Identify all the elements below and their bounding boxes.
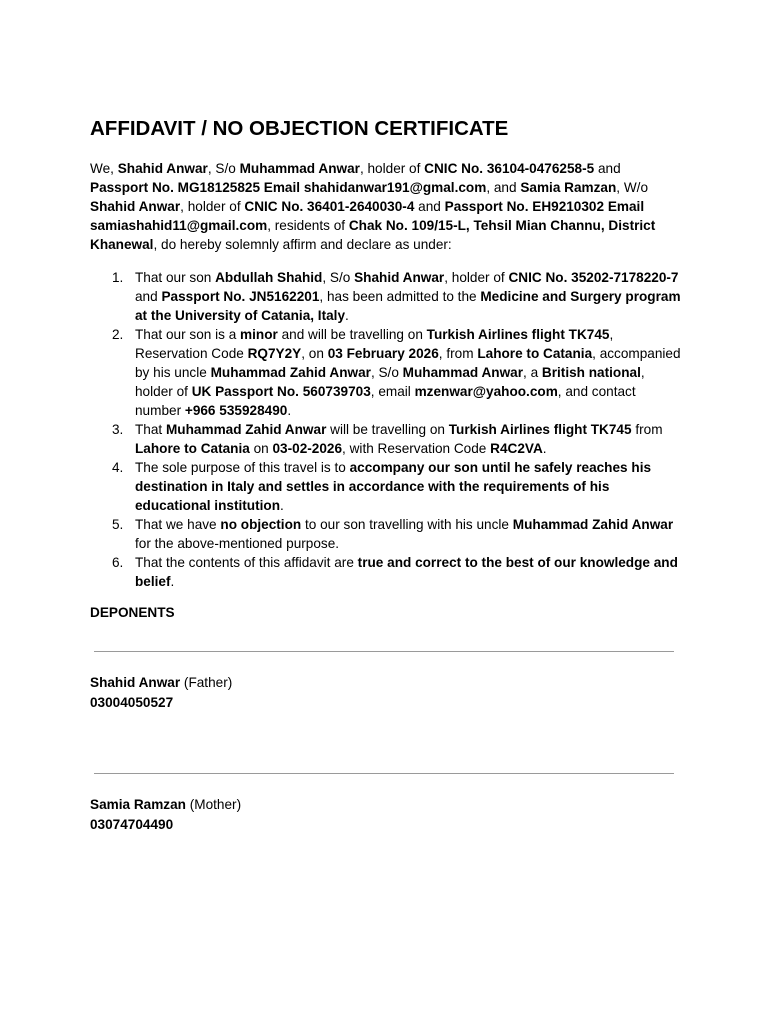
bold-text: Abdullah Shahid xyxy=(215,270,323,285)
declaration-number: 6. xyxy=(112,555,124,570)
bold-text: Turkish Airlines flight TK745 xyxy=(426,327,610,342)
bold-text: British national xyxy=(541,365,641,380)
document-title: AFFIDAVIT / NO OBJECTION CERTIFICATE xyxy=(90,117,509,140)
declaration-text: That our son is a minor and will be travelling on Turkish Airlines flight TK745, Reservation Code RQ7Y2Y, on 03 February 2026, from Lahore to Catania, accompanied by his uncle Muhammad Zahid Anwar, S/o Muhammad Anwar, a British national, holder of UK Passport No. 560739703, email mzenwar@yahoo.com, and contact number +966 535928490. xyxy=(135,327,681,418)
bold-text: no objection xyxy=(220,517,302,532)
bold-text: mzenwar@yahoo.com xyxy=(414,384,558,399)
declaration-item xyxy=(90,325,682,420)
bold-text: Shahid Anwar xyxy=(354,270,445,285)
declaration-item xyxy=(90,420,682,458)
signer-name: Samia Ramzan xyxy=(90,797,186,812)
bold-text: Shahid Anwar xyxy=(117,161,208,176)
signature-line-father xyxy=(94,651,674,652)
bold-text: Lahore to Catania xyxy=(135,441,250,456)
bold-text: Medicine and Surgery program at the University of Catania, Italy xyxy=(135,289,681,323)
bold-text: CNIC No. 36401-2640030-4 xyxy=(244,199,415,214)
bold-text: Muhammad Anwar xyxy=(402,365,524,380)
bold-text: Shahid Anwar xyxy=(90,199,181,214)
signer-father xyxy=(90,673,232,713)
signer-relation: (Father) xyxy=(180,675,233,690)
intro-paragraph: We, Shahid Anwar, S/o Muhammad Anwar, holder of CNIC No. 36104-0476258-5 and Passport No. MG18125825 Email shahidanwar191@gmal.com, and Samia Ramzan, W/o Shahid Anwar, holder of CNIC No. 36401-2640030-4 and Passport No. EH9210302 Email samiashahid11@gmail.com, residents of Chak No. 109/15-L, Tehsil Mian Channu, District Khanewal, do hereby solemnly affirm and declare as under: xyxy=(90,161,656,252)
declaration-number: 5. xyxy=(112,517,124,532)
bold-text: true and correct to the best of our knowledge and belief xyxy=(135,555,678,589)
bold-text: minor xyxy=(240,327,278,342)
bold-text: Muhammad Zahid Anwar xyxy=(512,517,674,532)
declaration-item xyxy=(90,515,682,553)
bold-text: R4C2VA xyxy=(490,441,543,456)
bold-text: Muhammad Anwar xyxy=(239,161,360,176)
bold-text: Muhammad Zahid Anwar xyxy=(210,365,371,380)
signature-line-mother xyxy=(94,773,674,774)
signer-name: Shahid Anwar xyxy=(90,675,181,690)
declaration-number: 1. xyxy=(112,270,124,285)
declaration-number: 2. xyxy=(112,327,124,342)
bold-text: CNIC No. 35202-7178220-7 xyxy=(508,270,679,285)
declaration-item xyxy=(90,553,682,591)
signer-phone: 03004050527 xyxy=(90,695,174,710)
bold-text: Samia Ramzan xyxy=(520,180,617,195)
bold-text: Passport No. JN5162201 xyxy=(161,289,320,304)
bold-text: UK Passport No. 560739703 xyxy=(191,384,371,399)
declaration-text: That we have no objection to our son travelling with his uncle Muhammad Zahid Anwar for the above-mentioned purpose. xyxy=(135,517,674,551)
bold-text: CNIC No. 36104-0476258-5 xyxy=(424,161,595,176)
declaration-text: That the contents of this affidavit are true and correct to the best of our knowledge and belief. xyxy=(135,555,678,589)
bold-text: RQ7Y2Y xyxy=(247,346,302,361)
declaration-item xyxy=(90,458,682,515)
bold-text: Turkish Airlines flight TK745 xyxy=(448,422,632,437)
bold-text: Passport No. EH9210302 Email samiashahid11@gmail.com xyxy=(90,199,645,233)
bold-text: Passport No. MG18125825 Email shahidanwar191@gmal.com xyxy=(90,180,487,195)
bold-text: Lahore to Catania xyxy=(477,346,593,361)
declaration-number: 4. xyxy=(112,460,124,475)
declaration-text: The sole purpose of this travel is to accompany our son until he safely reaches his destination in Italy and settles in accordance with the requirements of his educational institution. xyxy=(135,460,652,513)
signer-mother xyxy=(90,795,241,835)
declaration-list xyxy=(90,268,682,591)
signer-phone: 03074704490 xyxy=(90,817,174,832)
deponents-heading: DEPONENTS xyxy=(90,605,175,620)
bold-text: 03 February 2026 xyxy=(327,346,439,361)
bold-text: +966 535928490 xyxy=(184,403,288,418)
declaration-item xyxy=(90,268,682,325)
declaration-text: That our son Abdullah Shahid, S/o Shahid Anwar, holder of CNIC No. 35202-7178220-7 and Passport No. JN5162201, has been admitted to the Medicine and Surgery program at the University of Catania, Italy. xyxy=(135,270,681,323)
signer-relation: (Mother) xyxy=(185,797,242,812)
declaration-text: That Muhammad Zahid Anwar will be travelling on Turkish Airlines flight TK745 from Lahore to Catania on 03-02-2026, with Reservation Code R4C2VA. xyxy=(135,422,663,456)
declaration-number: 3. xyxy=(112,422,124,437)
bold-text: Chak No. 109/15-L, Tehsil Mian Channu, District Khanewal xyxy=(90,218,656,252)
bold-text: accompany our son until he safely reaches his destination in Italy and settles in accordance with the requirements of his educational institution xyxy=(135,460,652,513)
bold-text: Muhammad Zahid Anwar xyxy=(165,422,327,437)
bold-text: 03-02-2026 xyxy=(272,441,343,456)
